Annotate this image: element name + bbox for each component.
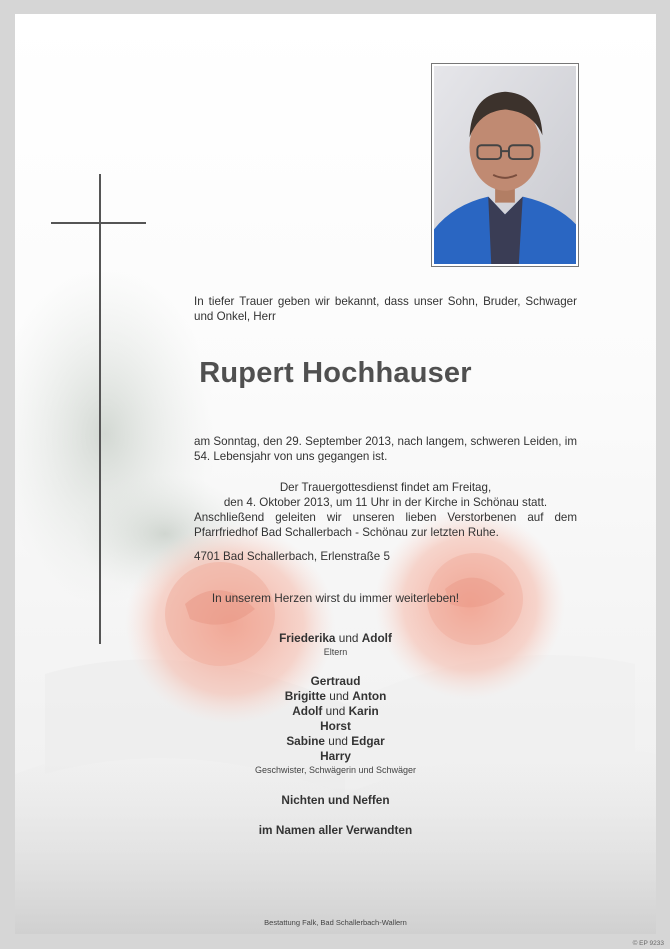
mourner-name: Harry: [320, 749, 351, 763]
mourner-name: Adolf: [292, 704, 323, 718]
mourner-name: Sabine: [286, 734, 325, 748]
all-relatives: [15, 823, 656, 838]
deceased-name: Rupert Hochhauser: [199, 357, 472, 389]
conjunction: und: [338, 631, 359, 645]
mourner-name: Gertraud: [310, 674, 361, 688]
cross-horizontal: [51, 222, 146, 224]
service-line: Anschließend geleiten wir unseren lieben Verstorbenen auf dem Pfarrfriedhof Bad Schallerbach - Schönau zur letzten Ruhe.: [194, 511, 577, 539]
mourner-group: Nichten und Neffen: [281, 793, 390, 807]
portrait-photo: [431, 63, 579, 267]
mourner-group: im Namen aller Verwandten: [258, 823, 413, 837]
undertaker-credit: Bestattung Falk, Bad Schallerbach-Wallern: [264, 918, 407, 927]
mourning-address: 4701 Bad Schallerbach, Erlenstraße 5: [194, 550, 390, 563]
relation-label: Eltern: [323, 647, 348, 657]
mourner-name: Adolf: [361, 631, 392, 645]
death-notice: am Sonntag, den 29. September 2013, nach langem, schweren Leiden, im 54. Lebensjahr von uns gegangen ist.: [194, 435, 577, 463]
print-code: © EP 9233: [632, 940, 664, 947]
mourner-name: Anton: [352, 689, 387, 703]
parte-sheet: [15, 14, 656, 934]
intro-text: In tiefer Trauer geben wir bekannt, dass unser Sohn, Bruder, Schwager und Onkel, Herr: [194, 295, 577, 323]
mourner-name: Horst: [320, 719, 351, 733]
motto: In unserem Herzen wirst du immer weiterleben!: [211, 591, 460, 605]
siblings-block: [15, 674, 656, 776]
mourner-name: Brigitte: [284, 689, 326, 703]
service-line: den 4. Oktober 2013, um 11 Uhr in der Kirche in Schönau statt.: [223, 496, 548, 509]
parents-block: [15, 631, 656, 658]
conjunction: und: [328, 734, 348, 748]
nieces-nephews: [15, 793, 656, 808]
relation-label: Geschwister, Schwägerin und Schwäger: [254, 765, 417, 775]
mourner-name: Karin: [348, 704, 379, 718]
mourner-name: Edgar: [351, 734, 385, 748]
funeral-service-info: [194, 480, 577, 540]
cross-vertical: [99, 174, 101, 644]
mourner-name: Friederika: [279, 631, 336, 645]
conjunction: und: [325, 704, 346, 718]
service-line: Der Trauergottesdienst findet am Freitag,: [279, 481, 492, 494]
conjunction: und: [329, 689, 349, 703]
